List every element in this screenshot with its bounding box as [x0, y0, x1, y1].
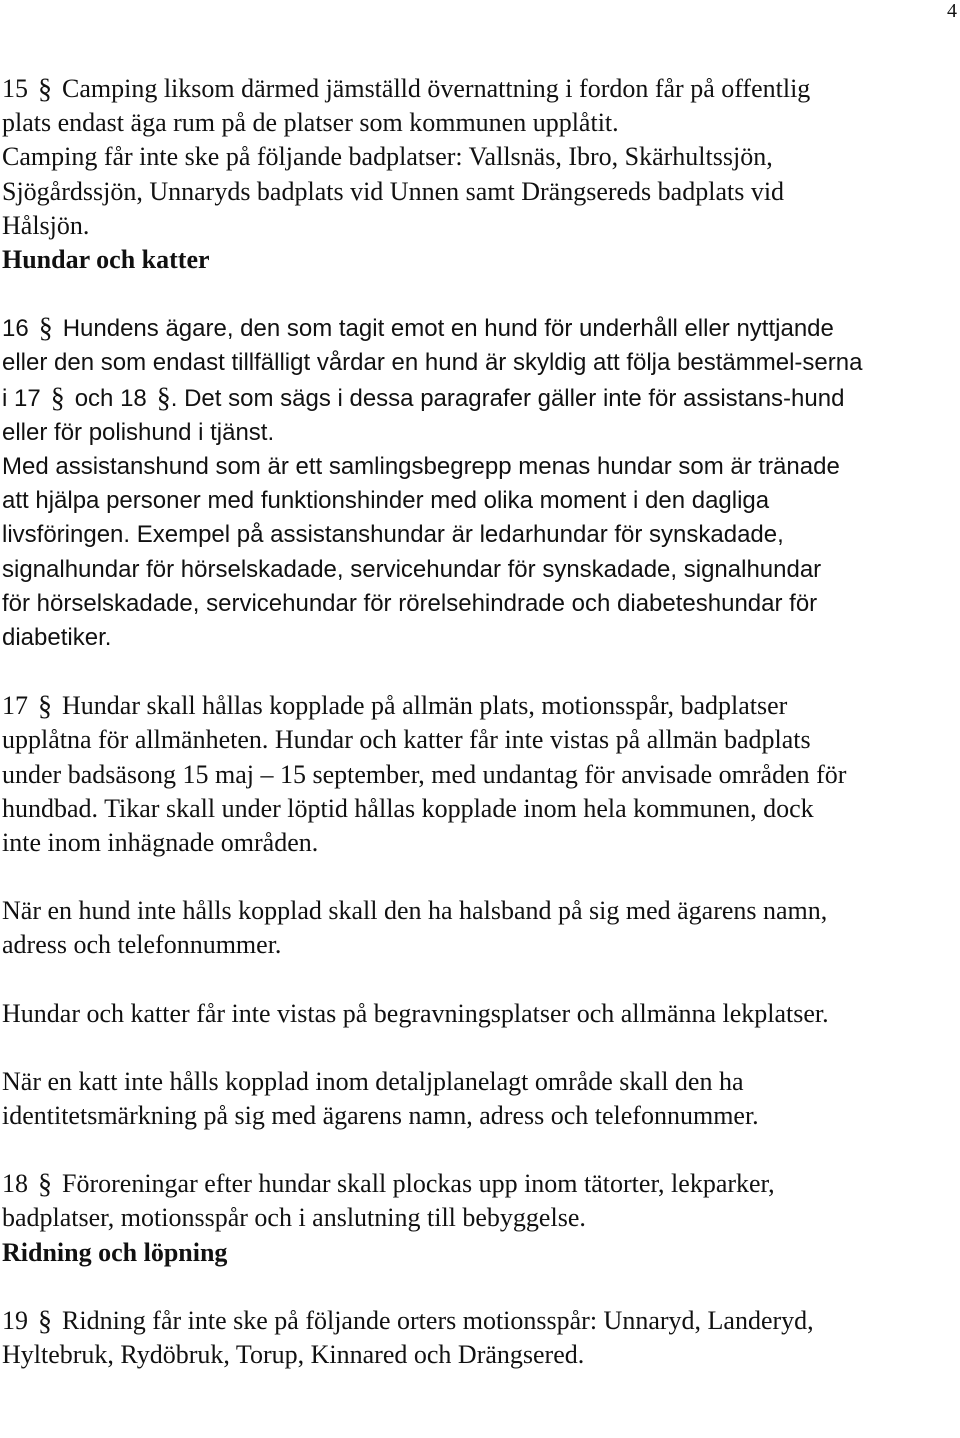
text-line: Hyltebruk, Rydöbruk, Torup, Kinnared och Drängsered. — [2, 1340, 585, 1370]
text-line: Med assistanshund som är ett samlingsbegrepp menas hundar som är tränade — [2, 453, 840, 481]
text-line: badplatser, motionsspår och i anslutning till bebyggelse. — [2, 1203, 586, 1233]
paragraph-halsband — [2, 894, 958, 962]
text-line: När en hund inte hålls kopplad skall den ha halsband på sig med ägarens namn, — [2, 896, 828, 926]
text-line: under badsäsong 15 maj – 15 september, med undantag för anvisade områden för — [2, 759, 847, 789]
text-line: När en katt inte hålls kopplad inom detaljplanelagt område skall den ha — [2, 1066, 744, 1096]
text-line: i 17 § och 18 §. Det som sägs i dessa paragrafer gäller inte för assistans-hund — [2, 381, 958, 416]
text-line: eller den som endast tillfälligt vårdar en hund är skyldig att följa bestämmel-serna — [2, 349, 863, 377]
text-line: att hjälpa personer med funktionshinder med olika moment i den dagliga — [2, 487, 770, 515]
text-line: Camping får inte ske på följande badplatser: Vallsnäs, Ibro, Skärhultssjön, — [2, 142, 773, 172]
text-line: upplåtna för allmänheten. Hundar och katter får inte vistas på allmän badplats — [2, 725, 811, 755]
text-line: inte inom inhägnade områden. — [2, 828, 319, 858]
text-line: 15 § Camping liksom därmed jämställd övernattning i fordon får på offentlig — [2, 72, 958, 106]
text-line: 17 § Hundar skall hållas kopplade på allmän plats, motionsspår, badplatser — [2, 689, 958, 723]
paragraph-begravningsplatser — [2, 997, 958, 1031]
paragraph-19 — [2, 1304, 958, 1372]
paragraph-15 — [2, 72, 958, 243]
section-heading-hundar-och-katter: Hundar och katter — [2, 245, 210, 275]
section-number: 17 — [2, 691, 28, 721]
text-line: Hålsjön. — [2, 210, 90, 240]
section-sign: § — [38, 1169, 52, 1201]
section-sign: § — [50, 382, 65, 414]
text-line: signalhundar för hörselskadade, servicehundar för synskadade, signalhundar — [2, 555, 822, 583]
paragraph-17 — [2, 689, 958, 860]
text-line: hundbad. Tikar skall under löptid hållas kopplade inom hela kommunen, dock — [2, 793, 814, 823]
text-line: identitetsmärkning på sig med ägarens namn, adress och telefonnummer. — [2, 1101, 759, 1131]
paragraph-katt — [2, 1065, 958, 1133]
section-sign: § — [156, 382, 171, 414]
section-number: 18 — [2, 1169, 28, 1199]
paragraph-16 — [2, 311, 958, 655]
paragraph-18 — [2, 1167, 958, 1235]
section-sign: § — [38, 691, 52, 723]
text-line: livsföringen. Exempel på assistanshundar är ledarhundar för synskadade, — [2, 521, 784, 549]
section-number: 16 — [2, 315, 29, 343]
text-line: Hundar och katter får inte vistas på begravningsplatser och allmänna lekplatser. — [2, 998, 829, 1028]
text-line: 18 § Föroreningar efter hundar skall plockas upp inom tätorter, lekparker, — [2, 1167, 958, 1201]
section-number: 19 — [2, 1305, 28, 1335]
section-number: 15 — [2, 74, 28, 103]
text-line: diabetiker. — [2, 624, 112, 652]
section-heading-ridning-och-lopning: Ridning och löpning — [2, 1237, 228, 1267]
text-line: för hörselskadade, servicehundar för rörelsehindrade och diabeteshundar för — [2, 589, 818, 617]
text-line: Sjögårdssjön, Unnaryds badplats vid Unnen samt Drängsereds badplats vid — [2, 176, 785, 206]
page-number: 4 — [947, 0, 957, 22]
text-line: 16 § Hundens ägare, den som tagit emot en hund för underhåll eller nyttjande — [2, 311, 958, 346]
text-line: plats endast äga rum på de platser som kommunen upplåtit. — [2, 108, 619, 138]
text-line: 19 § Ridning får inte ske på följande orters motionsspår: Unnaryd, Landeryd, — [2, 1304, 958, 1338]
section-sign: § — [38, 74, 52, 105]
text-line: eller för polishund i tjänst. — [2, 418, 275, 446]
document-body — [2, 72, 958, 1372]
section-sign: § — [38, 313, 53, 345]
text-line: adress och telefonnummer. — [2, 930, 282, 960]
section-sign: § — [38, 1305, 52, 1337]
